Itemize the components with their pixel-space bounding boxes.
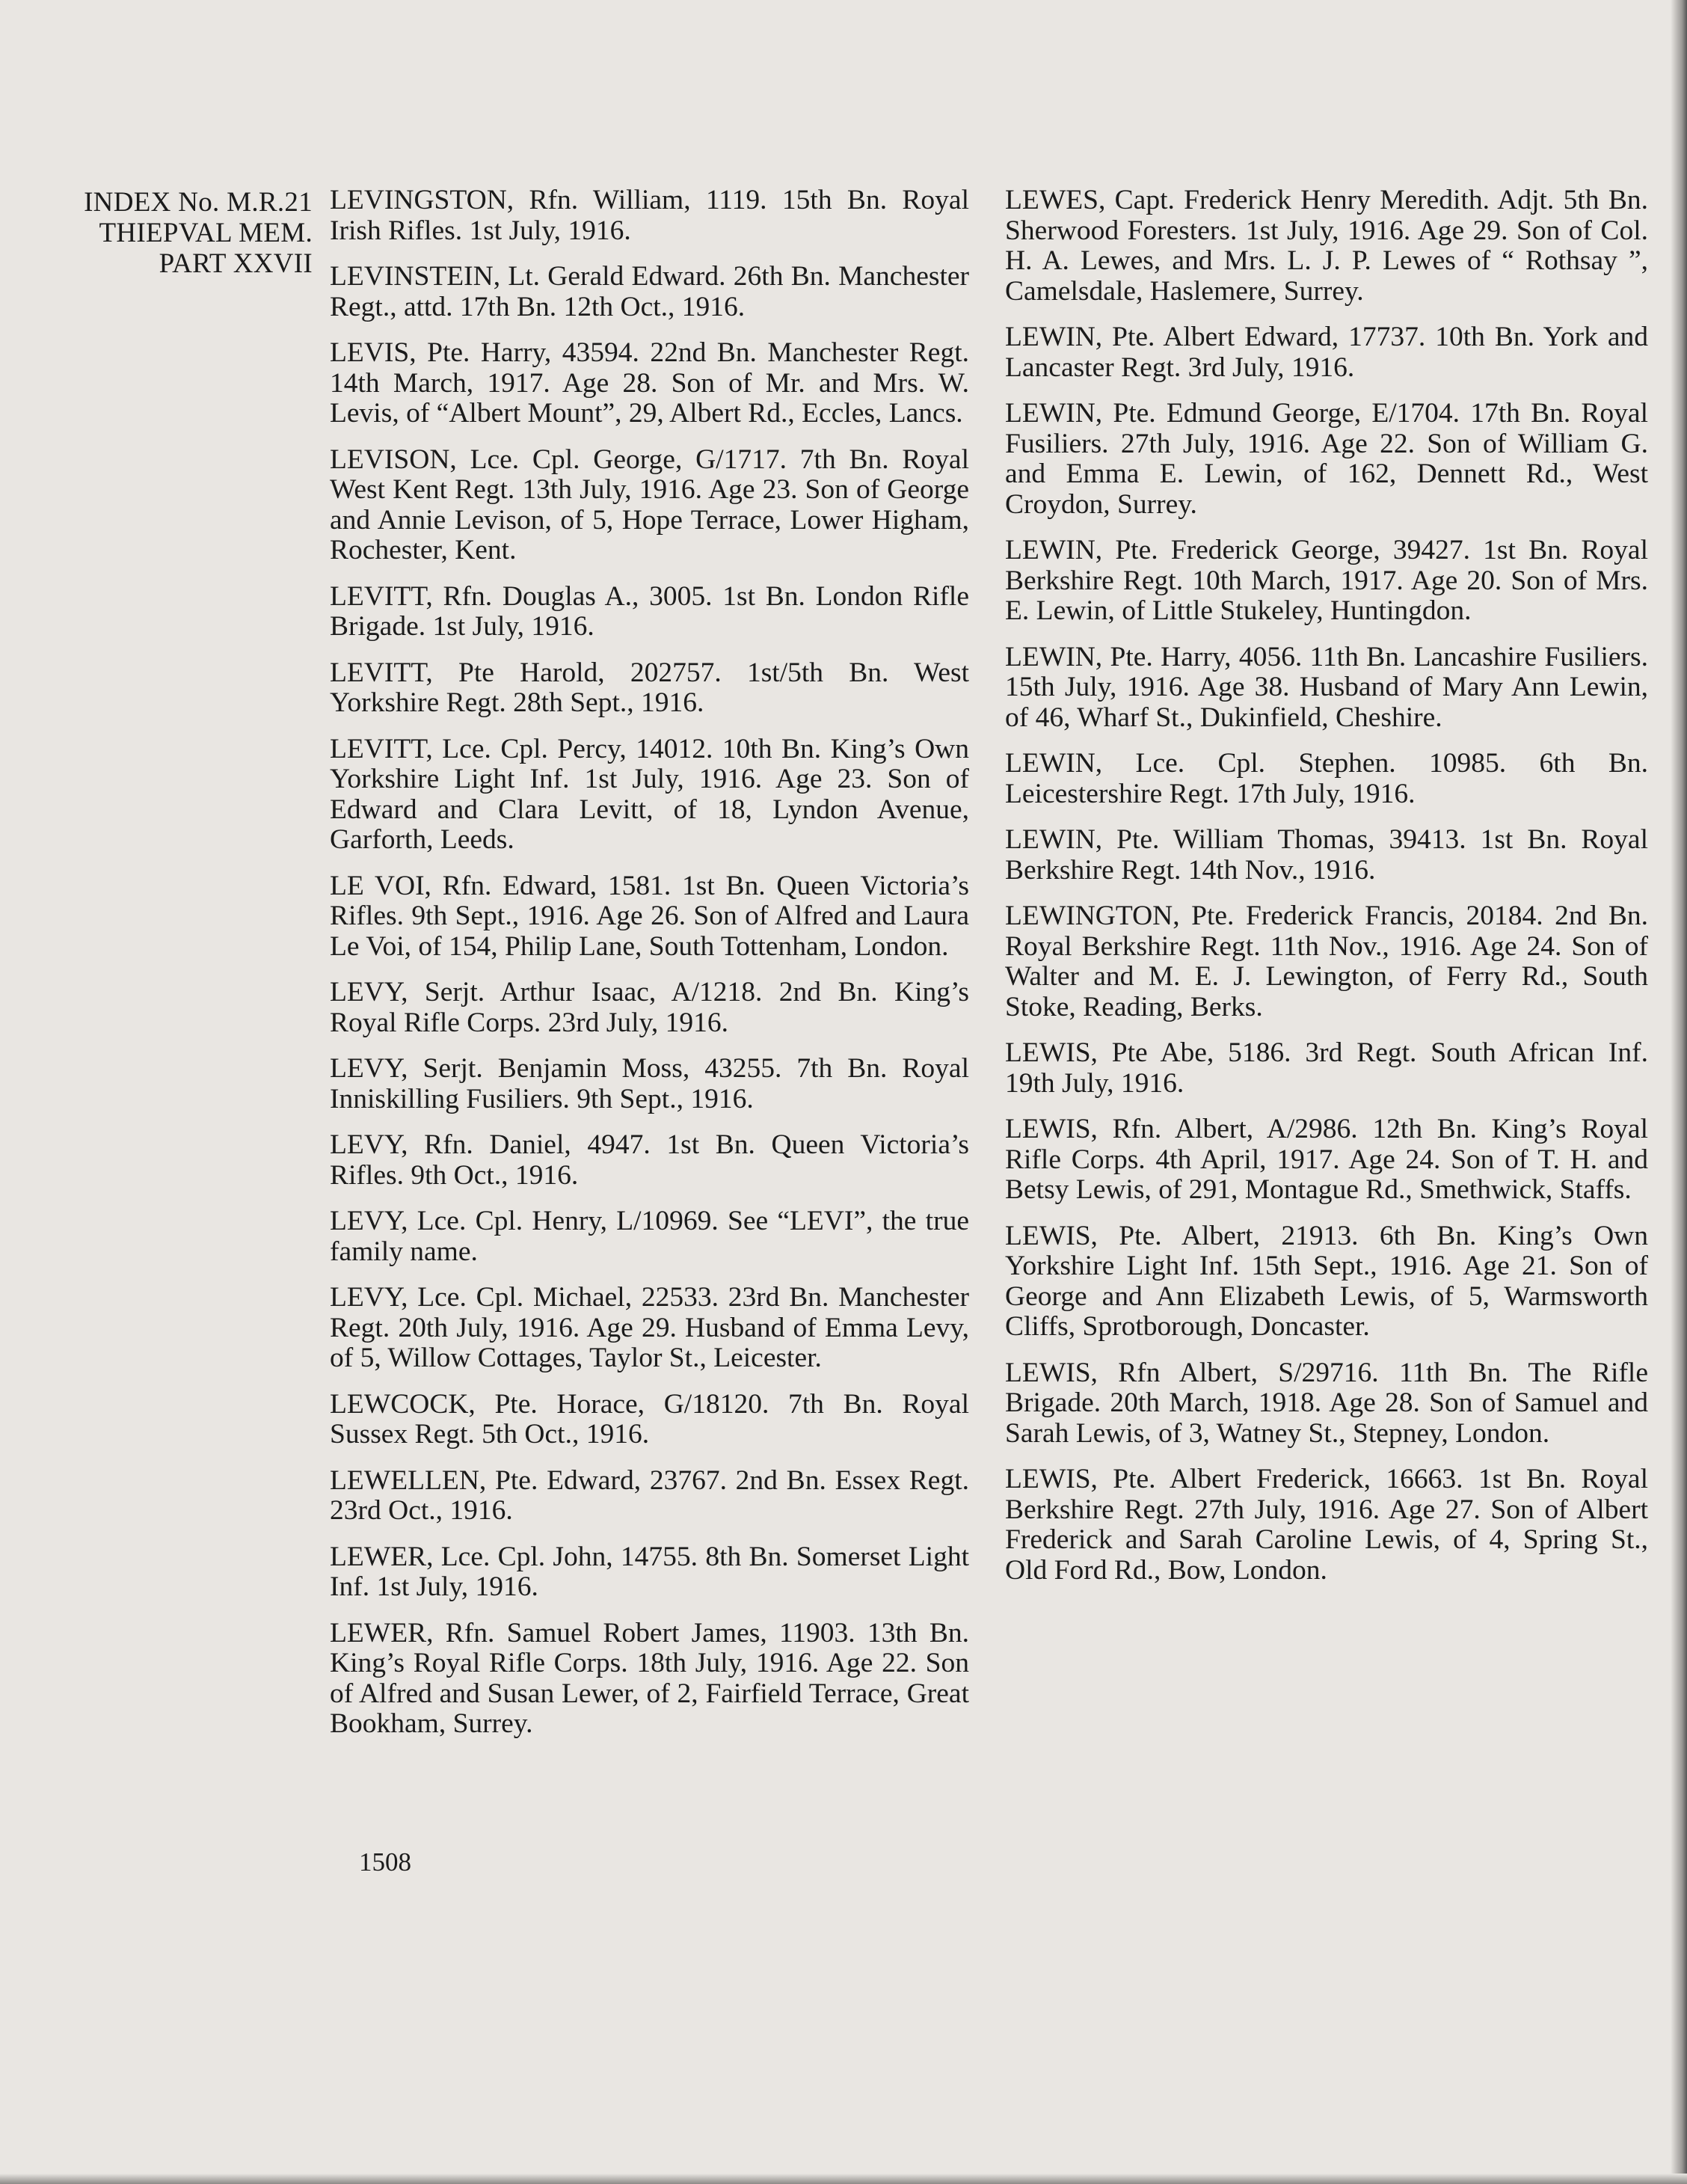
index-number: INDEX No. M.R.21 [84,187,313,218]
casualty-entry: LEWINGTON, Pte. Frederick Francis, 20184. 2nd Bn. Royal Berkshire Regt. 11th Nov., 1916. Age 24. Son of Walter and M. E. J. Lewington, of Ferry Rd., South Stoke, Reading, Berks. [1005,901,1648,1022]
casualty-entry: LEWIN, Pte. Edmund George, E/1704. 17th Bn. Royal Fusiliers. 27th July, 1916. Age 22. Son of William G. and Emma E. Lewin, of 162, Dennett Rd., West Croydon, Surrey. [1005,398,1648,520]
casualty-entry: LEVINGSTON, Rfn. William, 1119. 15th Bn. Royal Irish Rifles. 1st July, 1916. [330,185,969,246]
casualty-entry: LEVISON, Lce. Cpl. George, G/1717. 7th Bn. Royal West Kent Regt. 13th July, 1916. Age 23. Son of George and Annie Levison, of 5, Hope Terrace, Lower Higham, Rochester, Kent. [330,444,969,565]
memorial-name: THIEPVAL MEM. [99,218,313,248]
casualty-entry: LEVIS, Pte. Harry, 43594. 22nd Bn. Manchester Regt. 14th March, 1917. Age 28. Son of Mr. and Mrs. W. Levis, of “Albert Mount”, 29, Albert Rd., Eccles, Lancs. [330,337,969,429]
casualty-entry: LEWIS, Rfn. Albert, A/2986. 12th Bn. King’s Royal Rifle Corps. 4th April, 1917. Age 24. Son of T. H. and Betsy Lewis, of 291, Montague Rd., Smethwick, Staffs. [1005,1114,1648,1205]
casualty-entry: LEWIS, Pte Abe, 5186. 3rd Regt. South African Inf. 19th July, 1916. [1005,1037,1648,1099]
casualty-entry: LEWCOCK, Pte. Horace, G/18120. 7th Bn. Royal Sussex Regt. 5th Oct., 1916. [330,1388,969,1450]
part-number: PART XXVII [159,248,313,279]
casualty-entry: LEWIN, Pte. Frederick George, 39427. 1st Bn. Royal Berkshire Regt. 10th March, 1917. Age 20. Son of Mrs. E. Lewin, of Little Stukeley, Huntingdon. [1005,535,1648,626]
casualty-entry: LEVY, Rfn. Daniel, 4947. 1st Bn. Queen Victoria’s Rifles. 9th Oct., 1916. [330,1129,969,1191]
casualty-entry: LEVY, Lce. Cpl. Michael, 22533. 23rd Bn. Manchester Regt. 20th July, 1916. Age 29. Husband of Emma Levy, of 5, Willow Cottages, Taylor St., Leicester. [330,1282,969,1373]
page-edge-right [1671,0,1687,2184]
index-header [46,187,313,279]
casualty-entry: LEWIN, Pte. Harry, 4056. 11th Bn. Lancashire Fusiliers. 15th July, 1916. Age 38. Husband of Mary Ann Lewin, of 46, Wharf St., Dukinfield, Cheshire. [1005,641,1648,733]
casualty-entry: LEVY, Serjt. Benjamin Moss, 43255. 7th Bn. Royal Inniskilling Fusiliers. 9th Sept., 1916. [330,1053,969,1114]
casualty-entry: LE VOI, Rfn. Edward, 1581. 1st Bn. Queen Victoria’s Rifles. 9th Sept., 1916. Age 26. Son of Alfred and Laura Le Voi, of 154, Philip Lane, South Tottenham, London. [330,870,969,962]
page-edge-bottom [0,2174,1687,2184]
casualty-entry: LEWIS, Pte. Albert Frederick, 16663. 1st Bn. Royal Berkshire Regt. 27th July, 1916. Age 27. Son of Albert Frederick and Sarah Caroline Lewis, of 4, Spring St., Old Ford Rd., Bow, London. [1005,1464,1648,1586]
casualty-entry: LEWIN, Lce. Cpl. Stephen. 10985. 6th Bn. Leicestershire Regt. 17th July, 1916. [1005,748,1648,809]
casualty-entry: LEVY, Lce. Cpl. Henry, L/10969. See “LEVI”, the true family name. [330,1206,969,1267]
casualty-entry: LEWES, Capt. Frederick Henry Meredith. Adjt. 5th Bn. Sherwood Foresters. 1st July, 1916. Age 29. Son of Col. H. A. Lewes, and Mrs. L. J. P. Lewes of “ Rothsay ”, Camelsdale, Haslemere, Surrey. [1005,185,1648,307]
casualty-entry: LEVITT, Lce. Cpl. Percy, 14012. 10th Bn. King’s Own Yorkshire Light Inf. 1st July, 1916. Age 23. Son of Edward and Clara Levitt, of 18, Lyndon Avenue, Garforth, Leeds. [330,733,969,855]
casualty-entry: LEWER, Lce. Cpl. John, 14755. 8th Bn. Somerset Light Inf. 1st July, 1916. [330,1541,969,1602]
right-column [1005,185,1648,1601]
casualty-entry: LEVINSTEIN, Lt. Gerald Edward. 26th Bn. Manchester Regt., attd. 17th Bn. 12th Oct., 1916. [330,261,969,322]
casualty-entry: LEVITT, Pte Harold, 202757. 1st/5th Bn. West Yorkshire Regt. 28th Sept., 1916. [330,657,969,718]
casualty-entry: LEWIN, Pte. Albert Edward, 17737. 10th Bn. York and Lancaster Regt. 3rd July, 1916. [1005,322,1648,383]
casualty-entry: LEWIS, Pte. Albert, 21913. 6th Bn. King’s Own Yorkshire Light Inf. 15th Sept., 1916. Age 21. Son of George and Ann Elizabeth Lewis, of 5, Warmsworth Cliffs, Sprotborough, Doncaster. [1005,1220,1648,1342]
casualty-entry: LEWER, Rfn. Samuel Robert James, 11903. 13th Bn. King’s Royal Rifle Corps. 18th July, 1916. Age 22. Son of Alfred and Susan Lewer, of 2, Fairfield Terrace, Great Bookham, Surrey. [330,1617,969,1739]
casualty-entry: LEVY, Serjt. Arthur Isaac, A/1218. 2nd Bn. King’s Royal Rifle Corps. 23rd July, 1916. [330,977,969,1038]
page-number: 1508 [359,1847,411,1877]
casualty-entry: LEWIS, Rfn Albert, S/29716. 11th Bn. The Rifle Brigade. 20th March, 1918. Age 28. Son of Samuel and Sarah Lewis, of 3, Watney St., Stepney, London. [1005,1357,1648,1449]
left-column [330,185,969,1755]
casualty-entry: LEWELLEN, Pte. Edward, 23767. 2nd Bn. Essex Regt. 23rd Oct., 1916. [330,1464,969,1526]
casualty-entry: LEVITT, Rfn. Douglas A., 3005. 1st Bn. London Rifle Brigade. 1st July, 1916. [330,580,969,642]
casualty-entry: LEWIN, Pte. William Thomas, 39413. 1st Bn. Royal Berkshire Regt. 14th Nov., 1916. [1005,824,1648,886]
